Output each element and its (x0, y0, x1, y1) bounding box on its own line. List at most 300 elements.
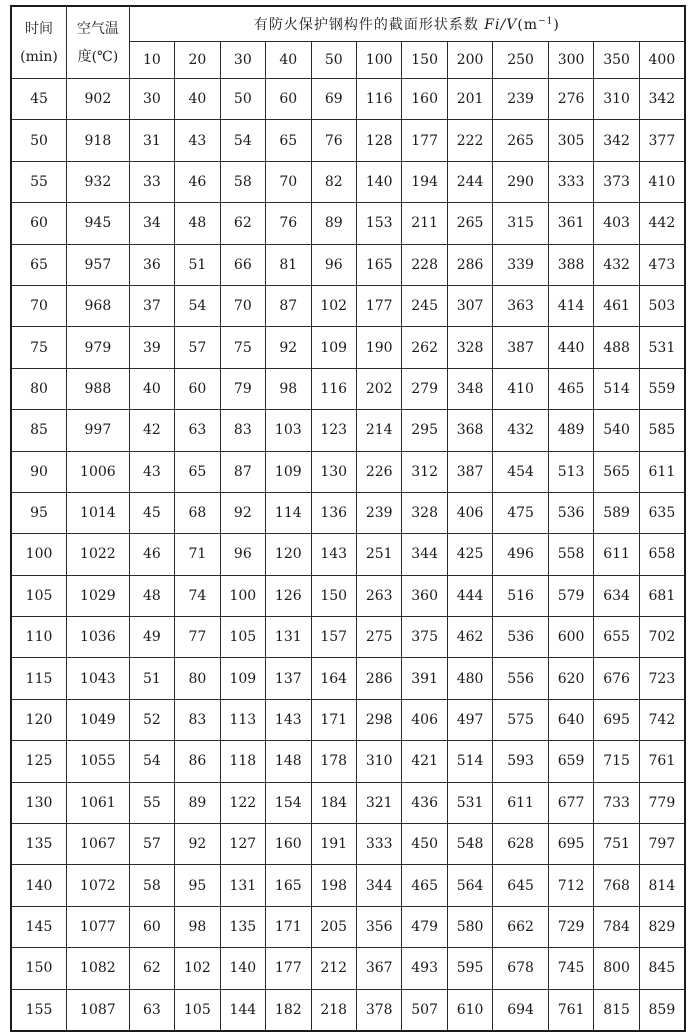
temperature-cell: 102 (311, 285, 356, 326)
temperature-cell: 87 (266, 285, 311, 326)
column-header: 30 (220, 42, 265, 79)
temperature-cell: 829 (639, 906, 685, 947)
time-cell: 50 (11, 120, 67, 161)
air-temp-cell: 968 (67, 285, 130, 326)
temperature-cell: 202 (356, 368, 401, 409)
temperature-cell: 245 (402, 285, 447, 326)
temperature-cell: 46 (175, 161, 220, 202)
temperature-cell: 69 (311, 79, 356, 120)
temperature-cell: 620 (548, 658, 593, 699)
temperature-cell: 76 (311, 120, 356, 161)
temperature-cell: 165 (266, 865, 311, 906)
temperature-cell: 462 (447, 617, 492, 658)
temperature-cell: 559 (639, 368, 685, 409)
air-temp-cell: 1061 (67, 782, 130, 823)
temperature-cell: 39 (129, 327, 174, 368)
temperature-cell: 659 (548, 741, 593, 782)
time-cell: 55 (11, 161, 67, 202)
time-cell: 65 (11, 244, 67, 285)
temperature-cell: 410 (639, 161, 685, 202)
temperature-cell: 128 (356, 120, 401, 161)
table-row (11, 699, 685, 740)
table-row (11, 492, 685, 533)
temperature-cell: 611 (493, 782, 549, 823)
temperature-cell: 531 (447, 782, 492, 823)
air-temp-cell: 988 (67, 368, 130, 409)
temperature-cell: 723 (639, 658, 685, 699)
temperature-cell: 262 (402, 327, 447, 368)
row-group (11, 575, 685, 741)
temperature-cell: 410 (493, 368, 549, 409)
temperature-cell: 86 (175, 741, 220, 782)
temperature-cell: 87 (220, 451, 265, 492)
temperature-cell: 60 (266, 79, 311, 120)
temperature-cell: 493 (402, 948, 447, 989)
temperature-cell: 222 (447, 120, 492, 161)
unit-exponent: −1 (538, 16, 554, 27)
temperature-cell: 46 (129, 534, 174, 575)
temperature-cell: 52 (129, 699, 174, 740)
column-header: 300 (548, 42, 593, 79)
temperature-cell: 694 (493, 989, 549, 1031)
temperature-cell: 57 (129, 824, 174, 865)
temperature-cell: 102 (175, 948, 220, 989)
unit-close: ) (553, 17, 560, 33)
temperature-cell: 131 (220, 865, 265, 906)
temperature-cell: 388 (548, 244, 593, 285)
temperature-cell: 150 (311, 575, 356, 616)
temperature-cell: 640 (548, 699, 593, 740)
section-factor-header (129, 6, 685, 42)
temperature-cell: 120 (266, 534, 311, 575)
table-row (11, 410, 685, 451)
temperature-cell: 70 (266, 161, 311, 202)
temperature-cell: 70 (220, 285, 265, 326)
table-row (11, 865, 685, 906)
temperature-cell: 50 (220, 79, 265, 120)
temperature-cell: 373 (594, 161, 639, 202)
temperature-cell: 678 (493, 948, 549, 989)
temperature-cell: 344 (356, 865, 401, 906)
temperature-cell: 565 (594, 451, 639, 492)
temperature-cell: 440 (548, 327, 593, 368)
temperature-cell: 92 (175, 824, 220, 865)
time-cell: 60 (11, 203, 67, 244)
air-temp-cell: 1055 (67, 741, 130, 782)
temperature-cell: 177 (356, 285, 401, 326)
air-temp-cell: 957 (67, 244, 130, 285)
time-label: 时间 (25, 20, 54, 37)
temperature-cell: 496 (493, 534, 549, 575)
column-header: 150 (402, 42, 447, 79)
temperature-cell: 96 (311, 244, 356, 285)
table-row (11, 203, 685, 244)
row-group (11, 79, 685, 245)
temperature-cell: 143 (311, 534, 356, 575)
temperature-cell: 171 (266, 906, 311, 947)
temperature-cell: 531 (639, 327, 685, 368)
temperature-cell: 62 (129, 948, 174, 989)
temperature-cell: 265 (447, 203, 492, 244)
temperature-cell: 148 (266, 741, 311, 782)
table-row (11, 989, 685, 1031)
temperature-cell: 814 (639, 865, 685, 906)
temperature-cell: 377 (639, 120, 685, 161)
temperature-cell: 461 (594, 285, 639, 326)
temperature-cell: 42 (129, 410, 174, 451)
time-cell: 95 (11, 492, 67, 533)
temperature-cell: 558 (548, 534, 593, 575)
temperature-cell: 815 (594, 989, 639, 1031)
temperature-cell: 751 (594, 824, 639, 865)
temperature-cell: 695 (548, 824, 593, 865)
row-group (11, 741, 685, 907)
temperature-cell: 31 (129, 120, 174, 161)
column-header: 40 (266, 42, 311, 79)
temperature-cell: 137 (266, 658, 311, 699)
air-temp-label: 空气温 (76, 20, 119, 37)
time-cell: 140 (11, 865, 67, 906)
air-temp-cell: 1072 (67, 865, 130, 906)
temperature-cell: 81 (266, 244, 311, 285)
temperature-cell: 536 (493, 617, 549, 658)
temperature-cell: 307 (447, 285, 492, 326)
time-cell: 115 (11, 658, 67, 699)
temperature-cell: 68 (175, 492, 220, 533)
time-cell: 120 (11, 699, 67, 740)
table-row (11, 161, 685, 202)
temperature-cell: 164 (311, 658, 356, 699)
temperature-cell: 109 (266, 451, 311, 492)
temperature-cell: 634 (594, 575, 639, 616)
air-temp-cell: 932 (67, 161, 130, 202)
air-temp-cell: 902 (67, 79, 130, 120)
temperature-cell: 89 (175, 782, 220, 823)
air-temp-cell: 1006 (67, 451, 130, 492)
temperature-cell: 611 (594, 534, 639, 575)
time-cell: 70 (11, 285, 67, 326)
temperature-cell: 611 (639, 451, 685, 492)
temperature-cell: 315 (493, 203, 549, 244)
temperature-cell: 356 (356, 906, 401, 947)
unit-open: (m (517, 17, 539, 33)
temperature-cell: 54 (129, 741, 174, 782)
temperature-cell: 310 (594, 79, 639, 120)
temperature-cell: 635 (639, 492, 685, 533)
table-row (11, 120, 685, 161)
temperature-cell: 425 (447, 534, 492, 575)
temperature-cell: 655 (594, 617, 639, 658)
time-cell: 85 (11, 410, 67, 451)
air-temp-cell: 1049 (67, 699, 130, 740)
temperature-cell: 43 (175, 120, 220, 161)
temperature-cell: 436 (402, 782, 447, 823)
temperature-cell: 160 (402, 79, 447, 120)
row-group (11, 410, 685, 576)
temperature-cell: 98 (175, 906, 220, 947)
temperature-cell: 321 (356, 782, 401, 823)
temperature-cell: 76 (266, 203, 311, 244)
temperature-cell: 310 (356, 741, 401, 782)
temperature-cell: 171 (311, 699, 356, 740)
temperature-cell: 295 (402, 410, 447, 451)
temperature-cell: 214 (356, 410, 401, 451)
temperature-cell: 406 (402, 699, 447, 740)
temperature-cell: 454 (493, 451, 549, 492)
temperature-cell: 153 (356, 203, 401, 244)
temperature-cell: 564 (447, 865, 492, 906)
time-cell: 150 (11, 948, 67, 989)
temperature-cell: 37 (129, 285, 174, 326)
temperature-cell: 540 (594, 410, 639, 451)
time-cell: 45 (11, 79, 67, 120)
temperature-cell: 140 (220, 948, 265, 989)
temperature-cell: 275 (356, 617, 401, 658)
temperature-cell: 305 (548, 120, 593, 161)
air-temp-cell: 1036 (67, 617, 130, 658)
time-cell: 155 (11, 989, 67, 1031)
table-row (11, 782, 685, 823)
temperature-cell: 421 (402, 741, 447, 782)
temperature-cell: 30 (129, 79, 174, 120)
temperature-cell: 190 (356, 327, 401, 368)
temperature-cell: 60 (129, 906, 174, 947)
temperature-cell: 160 (266, 824, 311, 865)
temperature-cell: 348 (447, 368, 492, 409)
temperature-cell: 387 (447, 451, 492, 492)
air-temp-cell: 1067 (67, 824, 130, 865)
temperature-cell: 677 (548, 782, 593, 823)
temperature-cell: 328 (447, 327, 492, 368)
temperature-cell: 80 (175, 658, 220, 699)
temperature-cell: 48 (129, 575, 174, 616)
air-temp-header (67, 6, 130, 79)
temperature-cell: 465 (548, 368, 593, 409)
temperature-cell: 251 (356, 534, 401, 575)
temperature-cell: 368 (447, 410, 492, 451)
temperature-cell: 745 (548, 948, 593, 989)
temperature-cell: 198 (311, 865, 356, 906)
temperature-cell: 344 (402, 534, 447, 575)
temperature-cell: 797 (639, 824, 685, 865)
temperature-cell: 184 (311, 782, 356, 823)
temperature-cell: 378 (356, 989, 401, 1031)
fire-protection-steel-table (10, 5, 686, 1032)
time-unit: (min) (20, 48, 58, 65)
temperature-cell: 585 (639, 410, 685, 451)
table-row (11, 327, 685, 368)
temperature-cell: 244 (447, 161, 492, 202)
temperature-cell: 729 (548, 906, 593, 947)
temperature-cell: 239 (356, 492, 401, 533)
temperature-cell: 579 (548, 575, 593, 616)
temperature-cell: 83 (175, 699, 220, 740)
air-temp-cell: 1043 (67, 658, 130, 699)
temperature-cell: 432 (594, 244, 639, 285)
temperature-cell: 414 (548, 285, 593, 326)
temperature-cell: 442 (639, 203, 685, 244)
temperature-cell: 290 (493, 161, 549, 202)
temperature-cell: 98 (266, 368, 311, 409)
temperature-cell: 191 (311, 824, 356, 865)
temperature-cell: 610 (447, 989, 492, 1031)
temperature-cell: 473 (639, 244, 685, 285)
temperature-cell: 600 (548, 617, 593, 658)
temperature-cell: 387 (493, 327, 549, 368)
temperature-cell: 589 (594, 492, 639, 533)
temperature-cell: 784 (594, 906, 639, 947)
temperature-cell: 228 (402, 244, 447, 285)
column-header: 20 (175, 42, 220, 79)
time-cell: 135 (11, 824, 67, 865)
temperature-cell: 779 (639, 782, 685, 823)
temperature-cell: 681 (639, 575, 685, 616)
temperature-cell: 342 (639, 79, 685, 120)
temperature-cell: 105 (175, 989, 220, 1031)
time-cell: 75 (11, 327, 67, 368)
temperature-cell: 49 (129, 617, 174, 658)
temperature-cell: 71 (175, 534, 220, 575)
temperature-cell: 658 (639, 534, 685, 575)
table-row (11, 534, 685, 575)
table-row (11, 824, 685, 865)
temperature-cell: 182 (266, 989, 311, 1031)
temperature-cell: 488 (594, 327, 639, 368)
temperature-cell: 54 (175, 285, 220, 326)
temperature-cell: 361 (548, 203, 593, 244)
temperature-cell: 177 (402, 120, 447, 161)
temperature-cell: 276 (548, 79, 593, 120)
temperature-cell: 48 (175, 203, 220, 244)
temperature-cell: 845 (639, 948, 685, 989)
section-factor-title: 有防火保护钢构件的截面形状系数 (253, 17, 479, 33)
temperature-cell: 507 (402, 989, 447, 1031)
temperature-cell: 144 (220, 989, 265, 1031)
temperature-cell: 662 (493, 906, 549, 947)
temperature-cell: 131 (266, 617, 311, 658)
temperature-cell: 465 (402, 865, 447, 906)
temperature-cell: 33 (129, 161, 174, 202)
temperature-cell: 194 (402, 161, 447, 202)
time-cell: 125 (11, 741, 67, 782)
temperature-cell: 286 (447, 244, 492, 285)
temperature-cell: 712 (548, 865, 593, 906)
temperature-cell: 702 (639, 617, 685, 658)
temperature-cell: 65 (266, 120, 311, 161)
air-temp-cell: 979 (67, 327, 130, 368)
temperature-cell: 211 (402, 203, 447, 244)
temperature-cell: 516 (493, 575, 549, 616)
temperature-cell: 761 (639, 741, 685, 782)
temperature-cell: 165 (356, 244, 401, 285)
air-temp-cell: 1077 (67, 906, 130, 947)
temperature-cell: 205 (311, 906, 356, 947)
temperature-cell: 34 (129, 203, 174, 244)
temperature-cell: 503 (639, 285, 685, 326)
temperature-cell: 92 (220, 492, 265, 533)
time-cell: 130 (11, 782, 67, 823)
table-row (11, 575, 685, 616)
temperature-cell: 63 (175, 410, 220, 451)
temperature-cell: 333 (356, 824, 401, 865)
table-row (11, 79, 685, 120)
temperature-cell: 178 (311, 741, 356, 782)
temperature-cell: 45 (129, 492, 174, 533)
temperature-cell: 312 (402, 451, 447, 492)
table-row (11, 906, 685, 947)
time-cell: 80 (11, 368, 67, 409)
table-row (11, 741, 685, 782)
temperature-cell: 375 (402, 617, 447, 658)
temperature-cell: 226 (356, 451, 401, 492)
temperature-cell: 761 (548, 989, 593, 1031)
temperature-cell: 116 (356, 79, 401, 120)
temperature-cell: 116 (311, 368, 356, 409)
temperature-cell: 82 (311, 161, 356, 202)
column-header: 250 (493, 42, 549, 79)
temperature-cell: 113 (220, 699, 265, 740)
time-cell: 145 (11, 906, 67, 947)
temperature-cell: 513 (548, 451, 593, 492)
temperature-cell: 556 (493, 658, 549, 699)
table-row (11, 368, 685, 409)
temperature-cell: 36 (129, 244, 174, 285)
temperature-cell: 157 (311, 617, 356, 658)
temperature-cell: 489 (548, 410, 593, 451)
air-temp-cell: 1022 (67, 534, 130, 575)
temperature-cell: 480 (447, 658, 492, 699)
temperature-cell: 177 (266, 948, 311, 989)
temperature-cell: 58 (129, 865, 174, 906)
temperature-cell: 136 (311, 492, 356, 533)
temperature-cell: 63 (129, 989, 174, 1031)
column-header: 10 (129, 42, 174, 79)
table-row (11, 285, 685, 326)
temperature-cell: 92 (266, 327, 311, 368)
air-temp-cell: 945 (67, 203, 130, 244)
temperature-cell: 514 (594, 368, 639, 409)
time-cell: 90 (11, 451, 67, 492)
temperature-cell: 89 (311, 203, 356, 244)
temperature-cell: 432 (493, 410, 549, 451)
section-factor-symbol: Fi/V (484, 17, 518, 33)
column-header: 200 (447, 42, 492, 79)
temperature-cell: 497 (447, 699, 492, 740)
temperature-cell: 360 (402, 575, 447, 616)
temperature-cell: 645 (493, 865, 549, 906)
temperature-cell: 403 (594, 203, 639, 244)
temperature-cell: 676 (594, 658, 639, 699)
temperature-cell: 100 (220, 575, 265, 616)
air-temp-cell: 1029 (67, 575, 130, 616)
air-temp-unit: 度(℃) (77, 48, 119, 65)
temperature-cell: 83 (220, 410, 265, 451)
temperature-cell: 265 (493, 120, 549, 161)
temperature-cell: 75 (220, 327, 265, 368)
temperature-cell: 536 (548, 492, 593, 533)
temperature-cell: 40 (175, 79, 220, 120)
temperature-cell: 58 (220, 161, 265, 202)
temperature-cell: 62 (220, 203, 265, 244)
temperature-cell: 130 (311, 451, 356, 492)
temperature-cell: 450 (402, 824, 447, 865)
temperature-cell: 51 (129, 658, 174, 699)
temperature-cell: 135 (220, 906, 265, 947)
temperature-cell: 339 (493, 244, 549, 285)
column-header: 100 (356, 42, 401, 79)
temperature-cell: 593 (493, 741, 549, 782)
temperature-cell: 333 (548, 161, 593, 202)
